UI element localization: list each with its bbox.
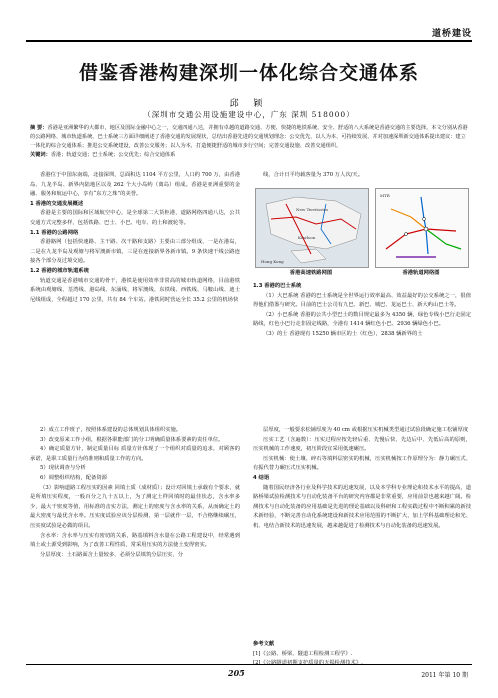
hk-rail-map	[375, 188, 469, 268]
paragraph: 香港是主要的国际和区域航空中心，是全球第二大货柜港，道路网络四通八达，公共交通方式完整多样，包括铁路、巴士、小巴、电车、的士和渡轮等。	[30, 210, 240, 226]
keywords-text: 香港；轨道交通；巴士系统；公交优先；综合交通体系	[50, 152, 176, 158]
abstract-text: 香港是亚洲繁华的大都市，地区及国际金融中心之一，交通四通八达，并拥有卓越的道路交通、方便、快捷的地铁系统、安全、舒适的八大系统是香港交通的主要选择。本文分别从香港的公路网络、城市轨道系统、巴士系统三方面详细阐述了香港交通的发展现状，总结出香港先进的交通规划理念：公交优先、以人为本、可持续发展，并对加速深圳新交通体系提出建议：建立一体化的综合交通体系；推进公交系统建设，改善公交服务；以人为本，打造便捷舒适的城市步行空间；完善交通设施、改善交通组织。	[30, 125, 468, 149]
map-label-nt: New Territories	[296, 207, 329, 212]
abstract-label: 摘 要：	[30, 125, 48, 131]
footer-rule	[26, 664, 472, 665]
left-column-top	[30, 171, 240, 305]
right-column-bottom	[253, 426, 471, 532]
right-column-top	[253, 171, 471, 181]
hk-highway-map	[255, 188, 369, 268]
page-number: 205	[228, 668, 245, 678]
abstract	[30, 124, 470, 160]
section-heading: 4 结语	[253, 474, 270, 481]
left-column-bottom	[30, 426, 240, 560]
article-title: 借鉴香港构建深圳一体化综合交通体系	[78, 62, 419, 84]
hk-rail-map-graphic	[376, 189, 468, 267]
section-heading: 1.1 香港的公路网络	[30, 229, 79, 236]
paragraph: 6）调整组织结构，配备资源	[40, 474, 107, 481]
paragraph: 2）成立工作班子，按照体系建设的总体规划具体组织实施。	[40, 427, 182, 433]
keywords-label: 关键词：	[30, 152, 51, 158]
right-column-middle	[253, 282, 471, 340]
section-heading: 1 香港的交通发展概述	[30, 200, 84, 207]
paragraph: （2）小巴系统 香港的公共小型巴士的数目规定最多为 4350 辆，绿色专线小巴行走固定路线，红色小巴行走非固定线路，全港有 1414 辆红色小巴、2936 辆绿色小巴。	[253, 311, 471, 328]
paragraph: 随着国民经济各行业及科学技术的迅速发展，以及本学科专业理论和技术水平的提高，道路桥梁试验检测技术与自动化装备平台的研究内容都是非常重要，应用前景也越来越广阔。检测技术与自动化装备的应用基础是先进的理论基础以及科研和工程实践过程中不断积累的新技术新经验，不断完善自动化系统建设和新技术应用范围的不断扩大，加上学科基础理论和光、机、电结合新技术的迅速发展，越来越促进了检测技术与自动化装备的迅速发展。	[253, 484, 471, 529]
paragraph: （3）的士 香港现有 15250 辆市区的士（红色），2838 辆新界的士	[263, 330, 423, 337]
section-heading: 1.3 香港的巴士系统	[253, 283, 302, 289]
section-tag: 道桥建设	[431, 29, 472, 39]
affiliation: （深圳市交通公用设施建设中心，广东 深圳 518000）	[143, 110, 355, 119]
reference-item: [1]《公路、桥梁、隧道工程检测工程学》.	[253, 650, 353, 657]
map-caption-2: 香港轨道网络图	[402, 270, 440, 276]
section-heading: 1.2 香港的城市轨道系统	[30, 267, 89, 274]
author: 邱 颖	[229, 99, 269, 109]
paragraph: 4）确定质量方针，制定质量目标 质量方针体现了一个组织对质量的追求，对顾客的承诺，是职工质量行为的准则和质量工作的方向。	[30, 446, 240, 462]
paragraph: 层厚度，一般要求松铺厚度为 40 cm 或根据压实机械类型通过试验段确定施工松铺厚度	[263, 427, 469, 433]
paragraph: （3）影响道路工程压实的因素 回填土质（成材质）；设计对回填土承载有个要求，就是所填压实程度，一般百分之九十五以上，为了测定土样回填时的最佳状态，含水率多少，最大干密度等值，用标准的击实方法，测定土的密度与含水率的关系，从而确定土的最大密度与最优含水率。压实度试验应该分层检测，第一层就作一层，不合格继续碾压，压实度试验是必做的项目。	[30, 484, 240, 529]
paragraph: 线，合计日平均载客量为 370 万人次/天。	[263, 172, 364, 178]
paragraph: （1）大巴系统 香港的巴士系统是全世界运行效率最高、效益最好的公交系统之一，很值得他们借鉴与研究。目前的巴士公司有九巴、新巴、城巴、龙运巴士、新大屿山巴士等。	[253, 292, 471, 309]
map-caption-1: 香港高速铁路网图	[289, 270, 333, 276]
paragraph: 含水率：含水率与压实有密切的关系，路基填料含水量在公路工程建设中，经常遇到填土或土源受到影响，为了改善工程性质，常采用压实的方法使土变得密实。	[30, 532, 240, 549]
paragraph: 压实工艺（含遍数）：压实过程应按先轻后重、先慢后快、先边后中、先低后高的原则，压实机械的工作速度，初压阶段宜采用低速碾压。	[253, 436, 471, 453]
issue-label: 2011 年第 10 期	[421, 672, 468, 679]
paragraph: 分层厚度：土石路面含土量较多，必须分层填筑分层压实，分	[40, 551, 184, 558]
paragraph: 香港路网（包括快速路、主干路、次干路和支路）主要由三部分组成，一是在港岛，二是在九龙半岛及观塘与将军澳新市镇，三是在连接新界各新市镇。9 条快速干线公路连接各个部分及过境交通。	[30, 239, 240, 265]
references-heading: 参考文献	[253, 641, 275, 647]
map-label-hk: Hong Kong	[261, 259, 284, 264]
paragraph: 5）现状调查与分析	[40, 465, 86, 472]
paragraph: 轨道交通是香港城市交通的骨干，港铁是使用效率非常高的城市轨道网络，目前港铁系统由观塘线、荃湾线、港岛线、东涌线、将军澳线、东铁线、西铁线、马鞍山线、迪士尼线组成，全程超过 170 公里，共有 84 个车站。港铁同时营运全长 35.2 公里的机场快	[30, 277, 240, 303]
map-label-mtr: MTR	[380, 193, 390, 198]
paragraph: 3）改变原来工作小组，根据各职能部门的分工明确质量体系要素的责任单位。	[40, 436, 224, 443]
map-label-kowloon: Kowloon	[298, 235, 316, 240]
paragraph: 压实机械：使土壤、碎石等填料层密实的机械，压实机械按工作原理分为：静力碾压式、有振代替力碾压式压实机械。	[253, 455, 471, 472]
hk-highway-map-graphic	[256, 189, 368, 267]
paragraph: 香港位于中国东南端，北接深圳，总面积达 1104 平方公里，人口约 700 万，由香港岛、九龙半岛、新界内陆地区以及 262 个大小岛屿（离岛）组成。香港是亚洲重要的金融、服务和航运中心，享有“东方之珠”的美誉。	[30, 172, 240, 198]
header-rule	[26, 40, 472, 42]
